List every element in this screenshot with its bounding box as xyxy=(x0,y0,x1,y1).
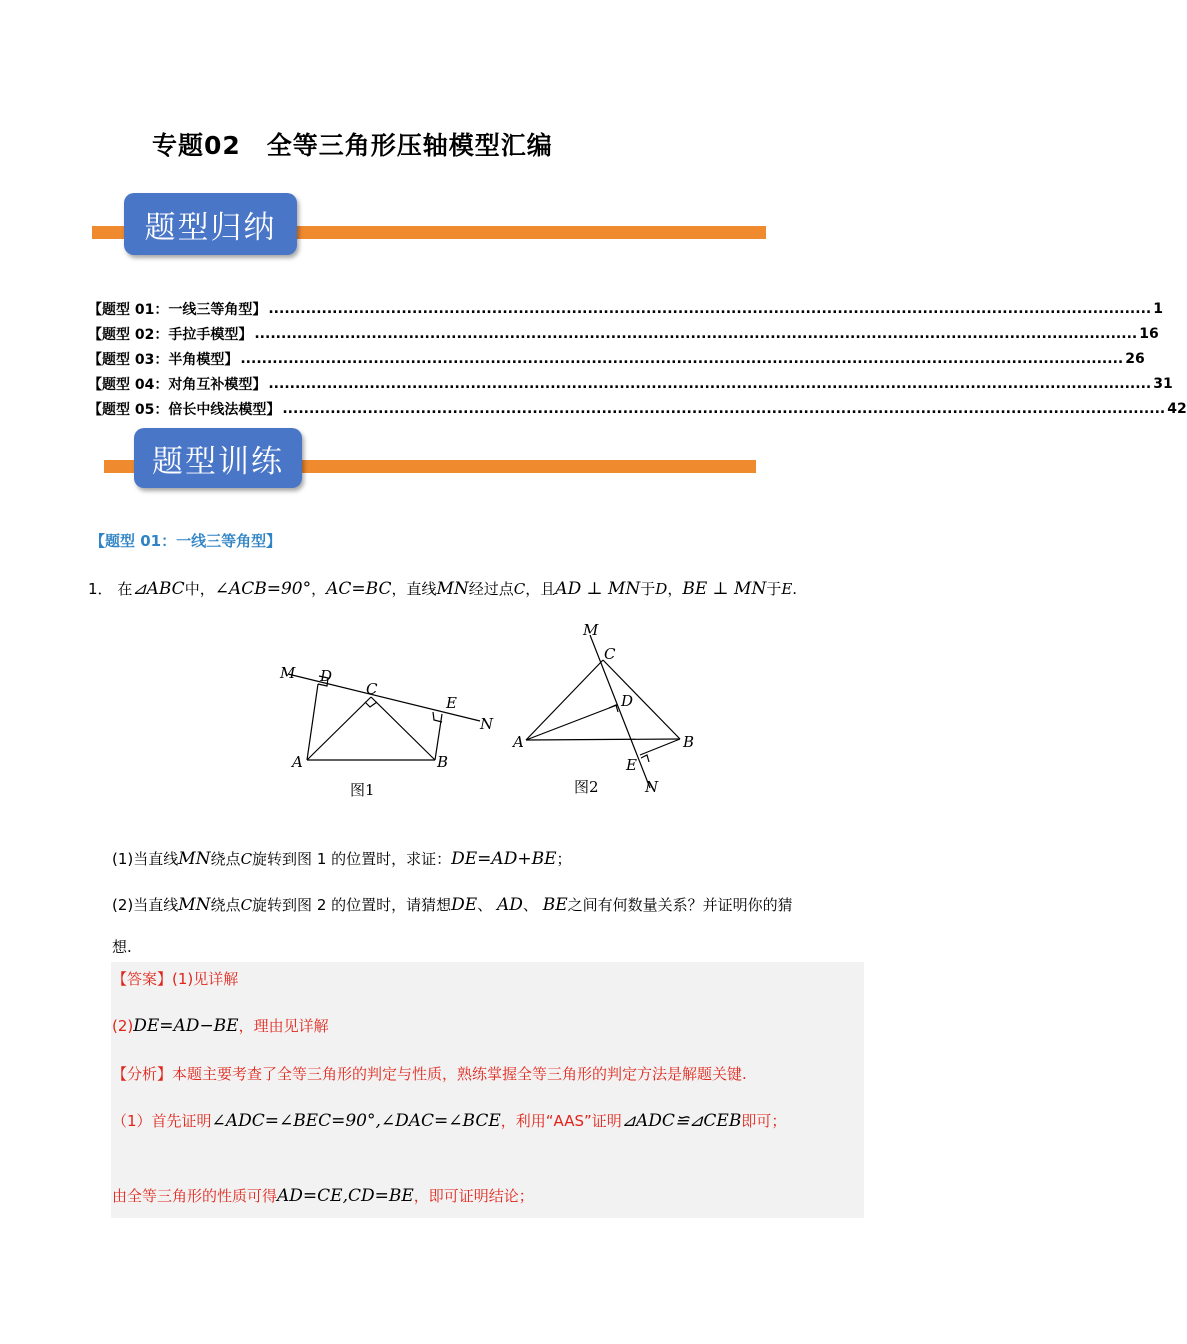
answer-text: (2) xyxy=(112,1017,134,1035)
q-text: 、 xyxy=(522,896,538,914)
analysis-label: 【分析】 xyxy=(112,1065,173,1083)
label-d: D xyxy=(320,667,333,685)
label-n: N xyxy=(645,778,659,796)
figure-2-caption: 图2 xyxy=(574,778,599,796)
solution-text: ，即可证明结论； xyxy=(413,1187,534,1205)
q-text: 在 xyxy=(117,580,133,598)
q-math: AC=BC xyxy=(326,579,392,599)
q-math: ∠ACB=90° xyxy=(214,579,312,599)
q-text: 旋转到图 1 的位置时，求证： xyxy=(252,850,452,868)
toc-item[interactable] xyxy=(88,371,1173,396)
section-heading: 【题型 01：一线三等角型】 xyxy=(90,532,282,550)
banner-2-box xyxy=(134,428,302,488)
q-text: 绕点 xyxy=(210,896,241,914)
q-math: DE=AD+BE xyxy=(451,849,557,869)
q-text: 于 xyxy=(640,580,656,598)
answer-text: (1)见详解 xyxy=(172,970,239,988)
label-n: N xyxy=(480,715,494,733)
figure-1-caption: 图1 xyxy=(350,781,375,799)
solution-math: ⊿ADC≌⊿CEB xyxy=(621,1111,742,1131)
solution-step-1 xyxy=(112,1110,786,1131)
solution-text: 即可； xyxy=(741,1112,787,1130)
solution-math: ∠ADC=∠BEC=90°,∠DAC=∠BCE xyxy=(211,1111,501,1131)
toc-item-label: 【题型 02：手拉手模型】 xyxy=(88,326,253,343)
q-math: C xyxy=(240,896,253,914)
solution-step-2 xyxy=(112,1185,534,1206)
segment-ac xyxy=(307,697,371,760)
analysis-text: 本题主要考查了全等三角形的判定与性质，熟练掌握全等三角形的判定方法是解题关键. xyxy=(172,1065,747,1083)
label-m: M xyxy=(280,664,296,682)
q-math: C xyxy=(240,850,253,868)
q-math: DE xyxy=(451,895,478,915)
banner-1-label: 题型归纳 xyxy=(144,209,277,246)
table-of-contents xyxy=(88,296,1187,421)
q-math: MN xyxy=(436,579,469,599)
q-text: 绕点 xyxy=(210,850,241,868)
q-text: (1)当直线 xyxy=(112,850,179,868)
solution-text: ，利用“AAS”证明 xyxy=(500,1112,622,1130)
q-text: ， xyxy=(667,580,683,598)
answer-text: ，理由见详解 xyxy=(238,1017,329,1035)
toc-item[interactable] xyxy=(88,396,1187,421)
q-text: ， xyxy=(311,580,327,598)
q-text: (2)当直线 xyxy=(112,896,179,914)
label-e: E xyxy=(446,694,457,712)
q-math: E xyxy=(781,580,793,598)
q-math: AD ⊥ MN xyxy=(555,579,641,599)
toc-item-page: 16 xyxy=(1139,325,1159,342)
segment-be xyxy=(640,739,680,755)
toc-item-page: 1 xyxy=(1153,300,1163,317)
q-math: ⊿ABC xyxy=(132,579,185,599)
solution-math: AD=CE,CD=BE xyxy=(277,1186,414,1206)
q-text: 中， xyxy=(184,580,215,598)
q-text: ，直线 xyxy=(391,580,437,598)
q-text: 之间有何数量关系？并证明你的猜 xyxy=(567,896,793,914)
toc-item-label: 【题型 03：半角模型】 xyxy=(88,351,239,368)
segment-ad xyxy=(307,684,318,760)
banner-1-box xyxy=(124,193,297,255)
label-b: B xyxy=(683,733,695,751)
toc-item-label: 【题型 04：对角互补模型】 xyxy=(88,376,267,393)
sub-question-2 xyxy=(112,894,793,915)
q-text: 、 xyxy=(477,896,493,914)
segment-ad xyxy=(526,705,617,740)
q-math: C xyxy=(513,580,526,598)
toc-leader: ...................................................................................................................................................................... xyxy=(240,350,1124,367)
label-a: A xyxy=(513,733,524,751)
toc-item-page: 31 xyxy=(1153,375,1173,392)
segment-bc xyxy=(603,660,680,739)
toc-item[interactable] xyxy=(88,346,1145,371)
q-text: 于 xyxy=(766,580,782,598)
toc-item-label: 【题型 05：倍长中线法模型】 xyxy=(88,401,281,418)
q-math: BE ⊥ MN xyxy=(682,579,767,599)
q-text: 旋转到图 2 的位置时，请猜想 xyxy=(252,896,452,914)
label-e: E xyxy=(626,756,637,774)
q-math: D xyxy=(655,580,668,598)
toc-item[interactable] xyxy=(88,321,1159,346)
question-1 xyxy=(88,578,797,599)
right-angle-c xyxy=(365,702,377,707)
q-math: AD xyxy=(496,895,523,915)
label-c: C xyxy=(366,680,378,698)
question-number: 1． xyxy=(88,580,113,598)
q-math: MN xyxy=(178,895,211,915)
answer-line-1 xyxy=(112,968,238,989)
q-text: ； xyxy=(556,850,572,868)
answer-math: DE=AD−BE xyxy=(133,1016,239,1036)
figure-1 xyxy=(270,650,510,810)
q-text: 经过点 xyxy=(468,580,514,598)
toc-item[interactable] xyxy=(88,296,1163,321)
analysis-line xyxy=(112,1063,747,1084)
answer-block xyxy=(111,962,864,1218)
segment-ac xyxy=(526,660,603,740)
segment-bc xyxy=(371,697,435,760)
label-d: D xyxy=(621,692,634,710)
label-a: A xyxy=(292,753,303,771)
toc-item-label: 【题型 01：一线三等角型】 xyxy=(88,301,267,318)
toc-item-page: 42 xyxy=(1167,400,1187,417)
right-angle-e xyxy=(641,755,649,762)
q-text: ，且 xyxy=(525,580,556,598)
label-b: B xyxy=(437,753,449,771)
answer-line-2 xyxy=(112,1015,329,1036)
solution-text: （1）首先证明 xyxy=(112,1112,212,1130)
toc-leader: ...................................................................................................................................................................... xyxy=(268,300,1152,317)
figure-2 xyxy=(510,618,710,798)
label-m: M xyxy=(583,621,599,639)
segment-ab xyxy=(526,739,680,740)
q-text: . xyxy=(792,580,798,598)
sub-question-2-cont: 想. xyxy=(112,938,132,956)
toc-item-page: 26 xyxy=(1125,350,1145,367)
solution-text: 由全等三角形的性质可得 xyxy=(112,1187,278,1205)
banner-2-label: 题型训练 xyxy=(152,443,284,480)
q-math: BE xyxy=(542,895,568,915)
label-c: C xyxy=(604,645,616,663)
right-angle-d xyxy=(609,705,618,712)
toc-leader: ...................................................................................................................................................................... xyxy=(254,325,1138,342)
q-math: MN xyxy=(178,849,211,869)
toc-leader: ...................................................................................................................................................................... xyxy=(268,375,1152,392)
page-title: 专题02 全等三角形压轴模型汇编 xyxy=(152,131,553,160)
toc-leader: ...................................................................................................................................................................... xyxy=(282,400,1166,417)
sub-question-1 xyxy=(112,848,572,869)
answer-label: 【答案】 xyxy=(112,970,173,988)
